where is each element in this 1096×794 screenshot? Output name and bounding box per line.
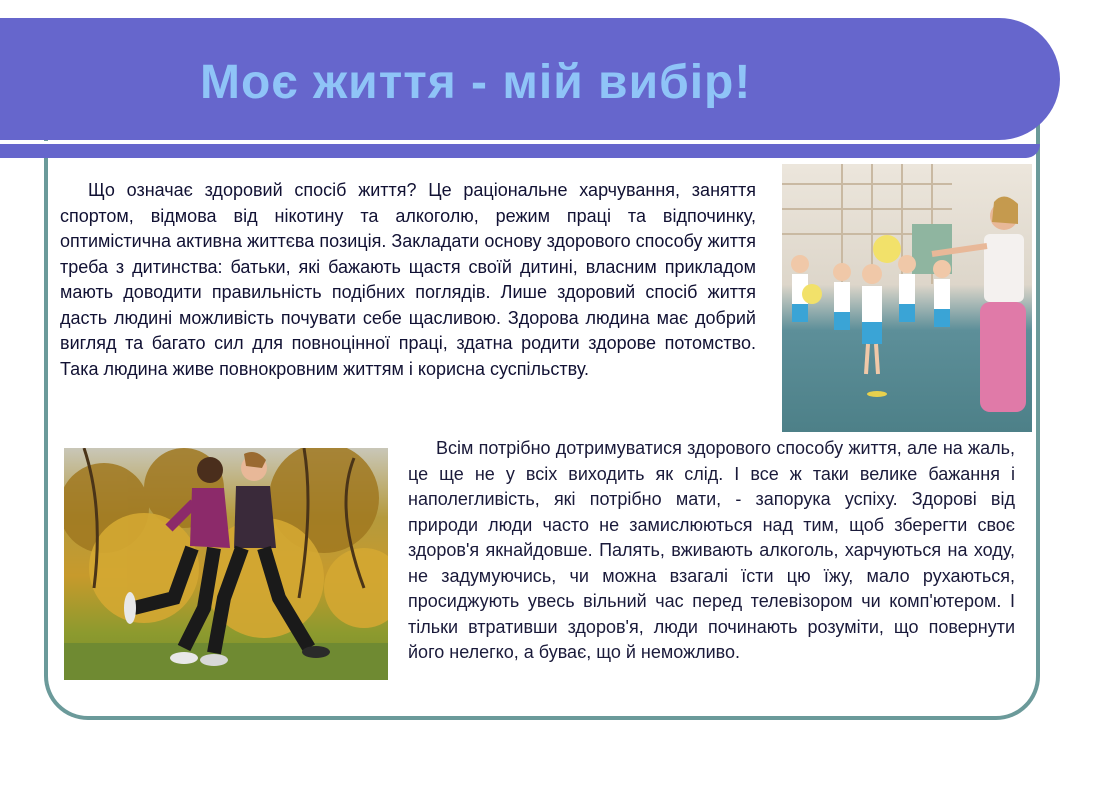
children-exercise-photo	[782, 164, 1032, 432]
paragraph-healthy-lifestyle: Що означає здоровий спосіб життя? Це раціональне харчування, заняття спортом, відмова від нікотину та алкоголю, режим праці та відпочинку, оптимістична активна життєва позиція. Закладати основу здорового способу життя треба з дитинства: батьки, які бажають щастя своїй дитині, власним прикладом мають доводити правильність подібних поглядів. Лише здоровий спосіб життя дасть людині можливість почувати себе щасливою. Здорова людина має добрий вигляд та багато сил для повноцінної праці, здатна родити здорове потомство. Така людина живе повнокровним життям і корисна суспільству.	[60, 180, 756, 379]
paragraph-health-awareness: Всім потрібно дотримуватися здорового способу життя, але на жаль, це ще не у всіх виходить як слід. І все ж таки велике бажання і наполегливість, які потрібно мати, - запорука успіху. Здорові від природи люди часто не замислюються над тим, щоб зберегти своє здоров'я якнайдовше. Палять, вживають алкоголь, харчуються на ходу, не задумуючись, чи можна взагалі їсти цю їжу, мало рухаються, просиджують увесь вільний час перед телевізором чи комп'ютером. І тільки втративши здоров'я, люди починають розуміти, що повернути його нелегко, а буває, що й неможливо.	[408, 438, 1015, 662]
children-exercise-illustration	[782, 164, 1032, 432]
title-bar-lower	[0, 144, 1040, 158]
title-underline	[0, 141, 970, 144]
runners-photo	[64, 448, 388, 680]
slide-title: Моє життя - мій вибір!	[200, 56, 752, 109]
runners-illustration	[64, 448, 388, 680]
